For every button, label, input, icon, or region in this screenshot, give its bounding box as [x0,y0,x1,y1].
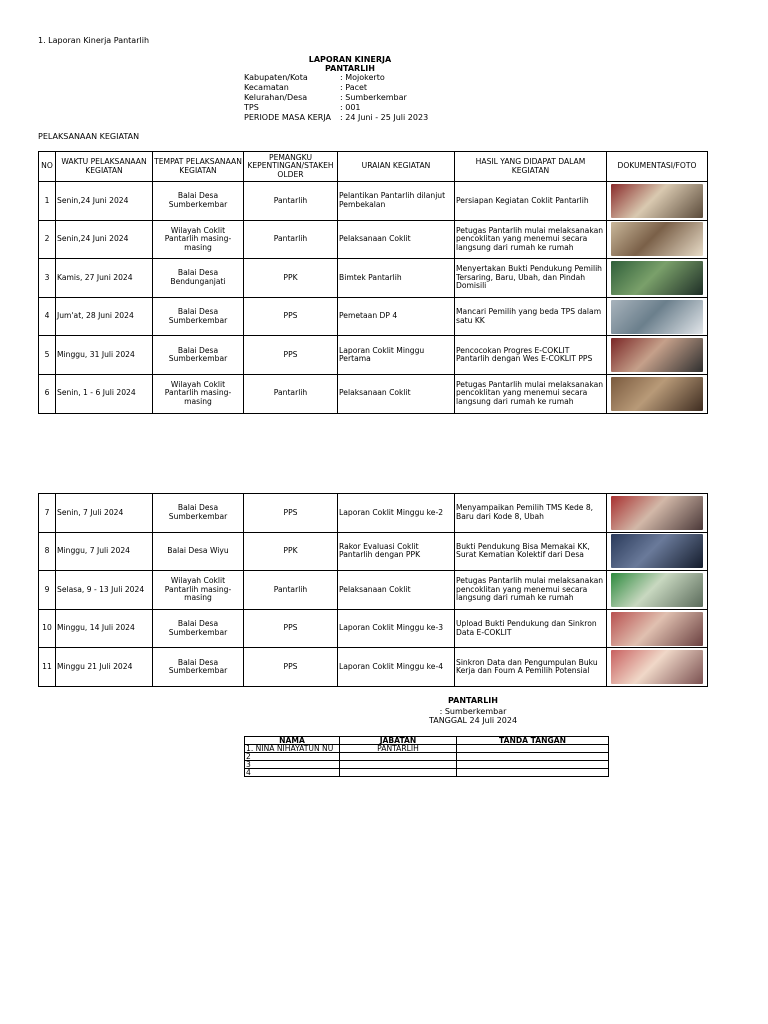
activity-table-page2 [38,493,708,687]
row-uraian: Pelaksanaan Coklit [338,571,455,610]
signature-nama: 4 [245,769,340,777]
signature-row [245,769,609,777]
signature-nama: 1. NINA NIHAYATUN NU [245,745,340,753]
signature-date: TANGGAL 24 Juli 2024 [428,716,518,725]
row-tempat: Wilayah Coklit Pantarlih masing-masing [153,374,244,413]
row-uraian: Rakor Evaluasi Coklit Pantarlih dengan PPK [338,532,455,571]
meta-row [244,113,428,123]
row-tempat: Balai Desa Sumberkembar [153,297,244,336]
row-waktu: Selasa, 9 - 13 Juli 2024 [56,571,153,610]
meta-row [244,103,428,113]
meta-row [244,83,428,93]
section-label: PELAKSANAAN KEGIATAN [38,132,140,141]
table-row [39,220,708,259]
row-uraian: Pelantikan Pantarlih dilanjut Pembekalan [338,182,455,221]
documentation-photo [611,338,703,372]
row-dokumentasi [607,220,708,259]
row-no: 4 [39,297,56,336]
row-dokumentasi [607,297,708,336]
row-tempat: Wilayah Coklit Pantarlih masing-masing [153,571,244,610]
table-row [39,182,708,221]
row-tempat: Wilayah Coklit Pantarlih masing-masing [153,220,244,259]
row-no: 5 [39,336,56,375]
row-waktu: Jum'at, 28 Juni 2024 [56,297,153,336]
table-row [39,374,708,413]
row-dokumentasi [607,494,708,533]
row-pemangku: Pantarlih [244,220,338,259]
row-hasil: Upload Bukti Pendukung dan Sinkron Data E-COKLIT [455,609,607,648]
meta-label: Kabupaten/Kota [244,73,308,82]
meta-value: : Sumberkembar [340,93,407,102]
row-pemangku: PPK [244,259,338,298]
table-row [39,336,708,375]
row-waktu: Senin, 7 Juli 2024 [56,494,153,533]
row-uraian: Bimtek Pantarlih [338,259,455,298]
header-pemangku: PEMANGKU KEPENTINGAN/STAKEH OLDER [244,152,338,182]
row-pemangku: PPS [244,336,338,375]
signature-tanda [457,761,609,769]
signature-tanda [457,769,609,777]
documentation-photo [611,534,703,568]
row-dokumentasi [607,609,708,648]
table-row [39,648,708,687]
signature-header-jabatan: JABATAN [340,737,457,745]
row-no: 3 [39,259,56,298]
documentation-photo [611,261,703,295]
row-waktu: Minggu, 14 Juli 2024 [56,609,153,648]
signature-title: PANTARLIH [448,696,498,705]
row-pemangku: PPS [244,494,338,533]
table-row [39,571,708,610]
row-pemangku: PPS [244,297,338,336]
signature-tanda [457,753,609,761]
row-hasil: Menyertakan Bukti Pendukung Pemilih Tersaring, Baru, Ubah, dan Pindah Domisili [455,259,607,298]
documentation-photo [611,300,703,334]
row-uraian: Laporan Coklit Minggu ke-4 [338,648,455,687]
row-no: 10 [39,609,56,648]
signature-nama: 2 [245,753,340,761]
table-row [39,259,708,298]
row-uraian: Laporan Coklit Minggu Pertama [338,336,455,375]
row-uraian: Laporan Coklit Minggu ke-2 [338,494,455,533]
row-waktu: Minggu, 31 Juli 2024 [56,336,153,375]
signature-jabatan: PANTARLIH [340,745,457,753]
row-dokumentasi [607,336,708,375]
row-hasil: Pencocokan Progres E-COKLIT Pantarlih dengan Wes E-COKLIT PPS [455,336,607,375]
signature-header-row [245,737,609,745]
row-no: 1 [39,182,56,221]
row-pemangku: Pantarlih [244,182,338,221]
table-header-row [39,152,708,182]
meta-label: TPS [244,103,259,112]
report-meta [244,73,428,123]
row-waktu: Minggu 21 Juli 2024 [56,648,153,687]
row-no: 11 [39,648,56,687]
meta-value: : Pacet [340,83,368,92]
row-pemangku: PPS [244,648,338,687]
row-hasil: Petugas Pantarlih mulai melaksanakan pencoklitan yang menemui secara langsung dari rumah ke rumah [455,571,607,610]
row-hasil: Mancari Pemilih yang beda TPS dalam satu KK [455,297,607,336]
header-no: NO [39,152,56,182]
row-dokumentasi [607,182,708,221]
row-waktu: Minggu, 7 Juli 2024 [56,532,153,571]
signature-header-nama: NAMA [245,737,340,745]
row-no: 6 [39,374,56,413]
header-dokumentasi: DOKUMENTASI/FOTO [607,152,708,182]
row-tempat: Balai Desa Sumberkembar [153,609,244,648]
row-uraian: Pemetaan DP 4 [338,297,455,336]
row-no: 9 [39,571,56,610]
section-heading: 1. Laporan Kinerja Pantarlih [38,36,150,45]
row-no: 7 [39,494,56,533]
signature-row [245,761,609,769]
documentation-photo [611,222,703,256]
row-pemangku: PPK [244,532,338,571]
row-tempat: Balai Desa Bendunganjati [153,259,244,298]
documentation-photo [611,573,703,607]
documentation-photo [611,496,703,530]
activity-table-page1 [38,151,708,414]
meta-label: Kelurahan/Desa [244,93,308,102]
header-hasil: HASIL YANG DIDAPAT DALAM KEGIATAN [455,152,607,182]
row-tempat: Balai Desa Sumberkembar [153,336,244,375]
table-row [39,297,708,336]
row-no: 2 [39,220,56,259]
signature-row [245,753,609,761]
row-hasil: Petugas Pantarlih mulai melaksanakan pencoklitan yang menemui secara langsung dari rumah ke rumah [455,220,607,259]
signature-row [245,745,609,753]
row-waktu: Senin,24 Juni 2024 [56,182,153,221]
row-hasil: Persiapan Kegiatan Coklit Pantarlih [455,182,607,221]
row-hasil: Petugas Pantarlih mulai melaksanakan pencoklitan yang menemui secara langsung dari rumah ke rumah [455,374,607,413]
row-tempat: Balai Desa Wiyu [153,532,244,571]
meta-value: : Mojokerto [340,73,385,82]
row-uraian: Laporan Coklit Minggu ke-3 [338,609,455,648]
row-uraian: Pelaksanaan Coklit [338,374,455,413]
table-row [39,494,708,533]
signature-tanda [457,745,609,753]
signature-jabatan [340,769,457,777]
table-row [39,609,708,648]
header-tempat: TEMPAT PELAKSANAAN KEGIATAN [153,152,244,182]
signature-place: : Sumberkembar [439,707,507,716]
row-hasil: Menyampaikan Pemilih TMS Kede 8, Baru dari Kode 8, Ubah [455,494,607,533]
meta-label: Kecamatan [244,83,289,92]
header-waktu: WAKTU PELAKSANAAN KEGIATAN [56,152,153,182]
table-row [39,532,708,571]
row-tempat: Balai Desa Sumberkembar [153,648,244,687]
signature-jabatan [340,753,457,761]
meta-row [244,93,428,103]
row-uraian: Pelaksanaan Coklit [338,220,455,259]
meta-value: : 001 [340,103,361,112]
row-dokumentasi [607,532,708,571]
row-tempat: Balai Desa Sumberkembar [153,494,244,533]
row-waktu: Senin, 1 - 6 Juli 2024 [56,374,153,413]
row-waktu: Senin,24 Juni 2024 [56,220,153,259]
row-pemangku: PPS [244,609,338,648]
row-no: 8 [39,532,56,571]
report-subtitle: PANTARLIH [325,64,375,73]
row-tempat: Balai Desa Sumberkembar [153,182,244,221]
row-hasil: Bukti Pendukung Bisa Memakai KK, Surat Kematian Kolektif dari Desa [455,532,607,571]
signature-nama: 3 [245,761,340,769]
signature-header-tanda: TANDA TANGAN [457,737,609,745]
row-dokumentasi [607,648,708,687]
signature-table [244,736,609,777]
row-pemangku: Pantarlih [244,571,338,610]
row-waktu: Kamis, 27 Juni 2024 [56,259,153,298]
documentation-photo [611,184,703,218]
meta-row [244,73,428,83]
row-hasil: Sinkron Data dan Pengumpulan Buku Kerja dan Foum A Pemilih Potensial [455,648,607,687]
documentation-photo [611,612,703,646]
row-dokumentasi [607,374,708,413]
row-dokumentasi [607,259,708,298]
report-title: LAPORAN KINERJA [308,55,392,64]
row-dokumentasi [607,571,708,610]
signature-jabatan [340,761,457,769]
documentation-photo [611,650,703,684]
meta-value: : 24 Juni - 25 Juli 2023 [340,113,429,122]
meta-label: PERIODE MASA KERJA [244,113,332,122]
documentation-photo [611,377,703,411]
header-uraian: URAIAN KEGIATAN [338,152,455,182]
row-pemangku: Pantarlih [244,374,338,413]
